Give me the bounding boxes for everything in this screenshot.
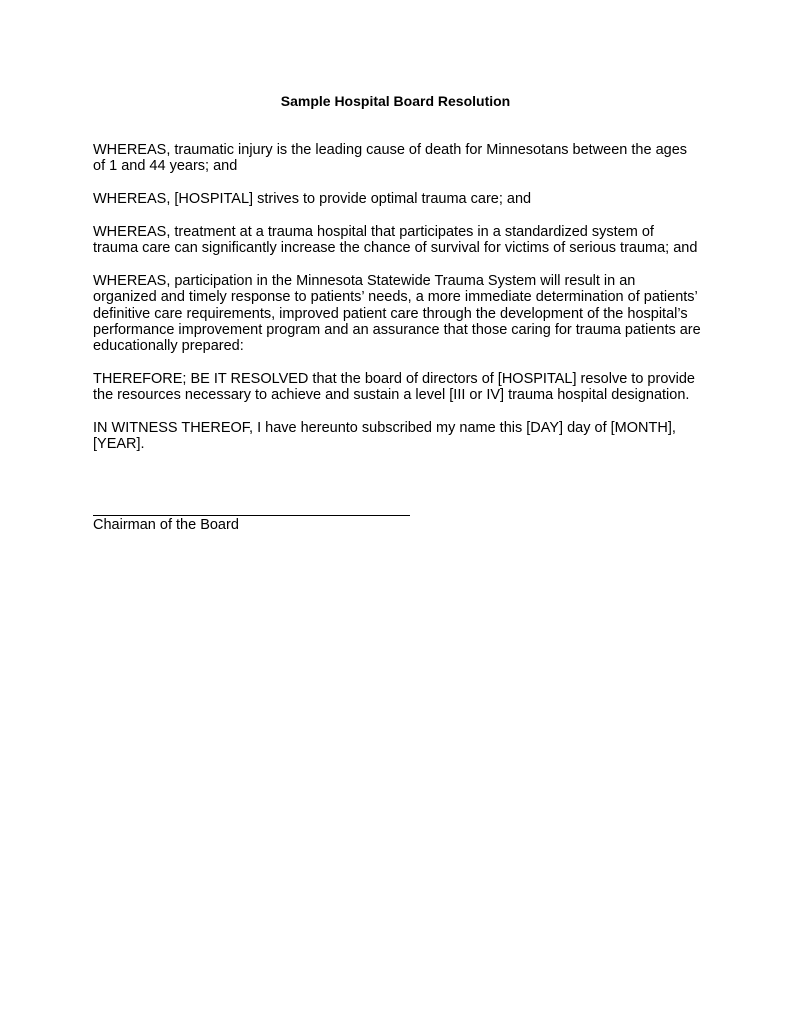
- whereas-paragraph-2: WHEREAS, [HOSPITAL] strives to provide optimal trauma care; and: [93, 191, 532, 207]
- whereas-paragraph-1: WHEREAS, traumatic injury is the leading cause of death for Minnesotans between the ages of 1 and 44 years; and: [93, 142, 688, 175]
- document-title: Sample Hospital Board Resolution: [280, 93, 511, 109]
- signature-line: [93, 515, 410, 516]
- whereas-paragraph-3: WHEREAS, treatment at a trauma hospital that participates in a standardized system of trauma care can significantly increase the chance of survival for victims of serious trauma; and: [93, 224, 698, 257]
- therefore-paragraph: THEREFORE; BE IT RESOLVED that the board of directors of [HOSPITAL] resolve to provide the resources necessary to achieve and sustain a level [III or IV] trauma hospital designation.: [93, 371, 695, 404]
- signature-label: Chairman of the Board: [93, 517, 239, 533]
- whereas-paragraph-4: WHEREAS, participation in the Minnesota Statewide Trauma System will result in an organized and timely response to patients’ needs, a more immediate determination of patients’ definitive care requirements, improved patient care through the development of the hospital’s performance improvement program and an assurance that those caring for trauma patients are educationally prepared:: [93, 273, 701, 355]
- witness-paragraph: IN WITNESS THEREOF, I have hereunto subscribed my name this [DAY] day of [MONTH], [YEAR].: [93, 420, 676, 453]
